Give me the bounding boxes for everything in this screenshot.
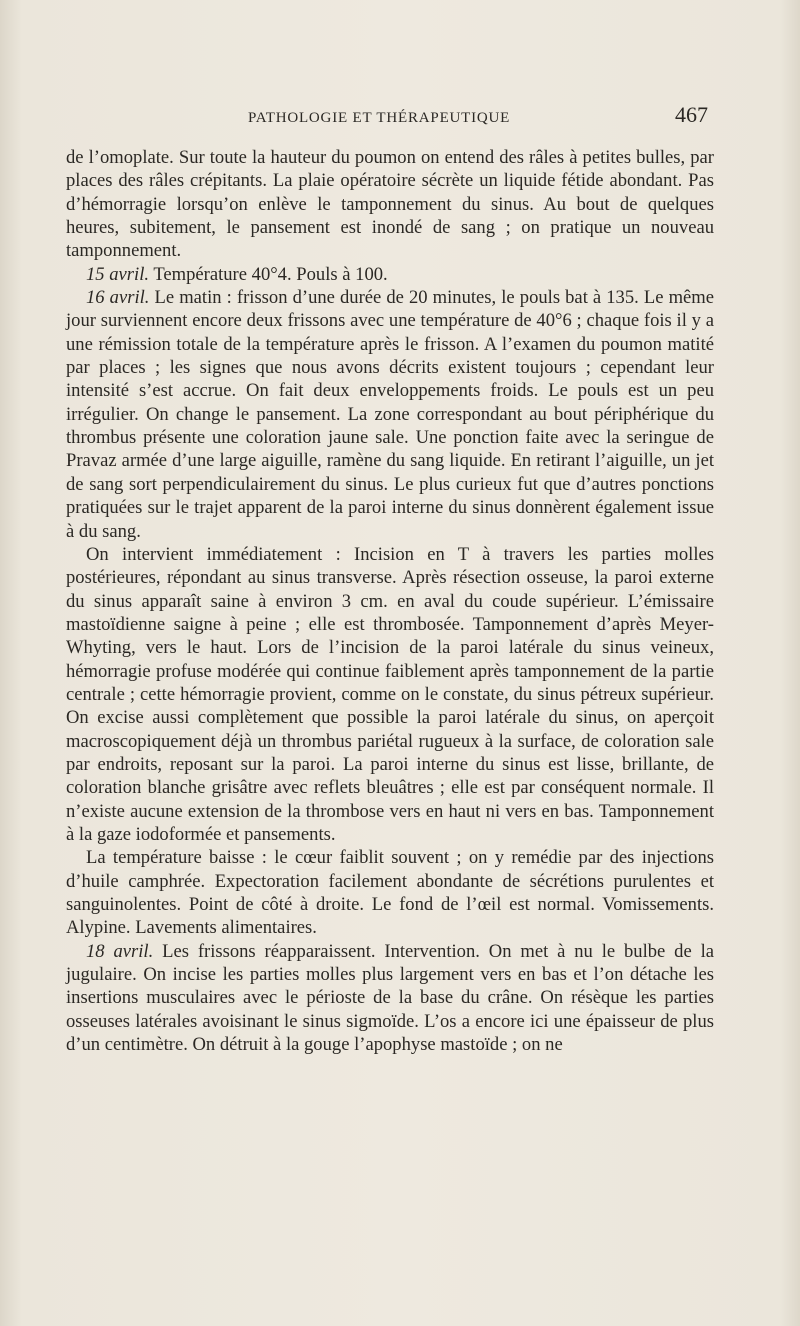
page-header [0, 100, 800, 140]
paragraph-text: Température 40°4. Pouls à 100. [149, 263, 388, 285]
paragraph [66, 146, 714, 263]
paragraph [66, 286, 714, 543]
paragraph [66, 940, 714, 1057]
paragraph [66, 543, 714, 846]
page-number: 467 [675, 102, 708, 127]
paragraph-date: 16 avril. [86, 287, 150, 309]
paragraph [66, 846, 714, 939]
paragraph-date: 18 avril. [86, 940, 154, 962]
paragraph-text: La température baisse : le cœur faiblit souvent ; on y remédie par des injections d’huile camphrée. Expectoration facilement abondante de sécrétions purulentes et sanguinolentes. Point de côté à droite. Le fond de l’œil est normal. Vomissements. Alypine. Lavements alimentaires. [66, 847, 714, 939]
body-text [66, 146, 714, 1056]
paragraph [66, 263, 714, 286]
paragraph-text: de l’omoplate. Sur toute la hauteur du poumon on entend des râles à petites bulles, par places des râles crépitants. La plaie opératoire sécrète un liquide fétide abondant. Pas d’hémorragie lorsqu’on enlève le tamponnement du sinus. Au bout de quelques heures, subitement, le pansement est inondé de sang ; on pratique un nouveau tamponnement. [66, 147, 714, 262]
paragraph-text: Le matin : frisson d’une durée de 20 minutes, le pouls bat à 135. Le même jour surviennent encore deux frissons avec une température de 40°6 ; chaque fois il y a une rémission totale de la température après le frisson. A l’examen du poumon matité par places ; les signes que nous avons décrits existent toujours ; cependant leur intensité s’est accrue. On fait deux enveloppements froids. Le pouls est un peu irrégulier. On change le pansement. La zone correspondant au bout périphérique du thrombus présente une coloration jaune sale. Une ponction faite avec la seringue de Pravaz armée d’une large aiguille, ramène du sang liquide. En retirant l’aiguille, un jet de sang sort perpendiculairement du sinus. Le plus curieux fut que d’autres ponctions pratiquées sur le trajet apparent de la paroi interne du sinus donnèrent également issue à du sang. [66, 287, 715, 542]
paragraph-text: Les frissons réapparaissent. Intervention. On met à nu le bulbe de la jugulaire. On incise les parties molles plus largement vers en bas et l’on détache les insertions musculaires avec le périoste de la base du crâne. On résèque les parties osseuses latérales avoisinant le sinus sigmoïde. L’os a encore ici une épaisseur de plus d’un centimètre. On détruit à la gouge l’apophyse mastoïde ; on ne [66, 940, 714, 1056]
paragraph-text: On intervient immédiatement : Incision en T à travers les parties molles postérieures, répondant au sinus transverse. Après résection osseuse, la paroi externe du sinus apparaît saine à environ 3 cm. en aval du coude supérieur. L’émissaire mastoïdienne saigne à peine ; elle est thrombosée. Tamponnement d’après Meyer-Whyting, vers le haut. Lors de l’incision de la paroi latérale du sinus veineux, hémorragie profuse modérée qui continue faiblement après tamponnement de la partie centrale ; cette hémorragie provient, comme on le constate, du sinus pétreux supérieur. On excise aussi complètement que possible la paroi latérale du sinus, on aperçoit macroscopiquement déjà un thrombus pariétal rugueux à la surface, de coloration sale par endroits, reposant sur la paroi. La paroi interne du sinus est lisse, brillante, de coloration blanche grisâtre avec reflets bleuâtres ; elle est par conséquent normale. Il n’existe aucune extension de la thrombose vers en haut ni vers en bas. Tamponnement à la gaze iodoformée et pansements. [66, 543, 714, 845]
paragraph-date: 15 avril. [86, 263, 150, 285]
running-title: PATHOLOGIE ET THÉRAPEUTIQUE [248, 110, 511, 126]
